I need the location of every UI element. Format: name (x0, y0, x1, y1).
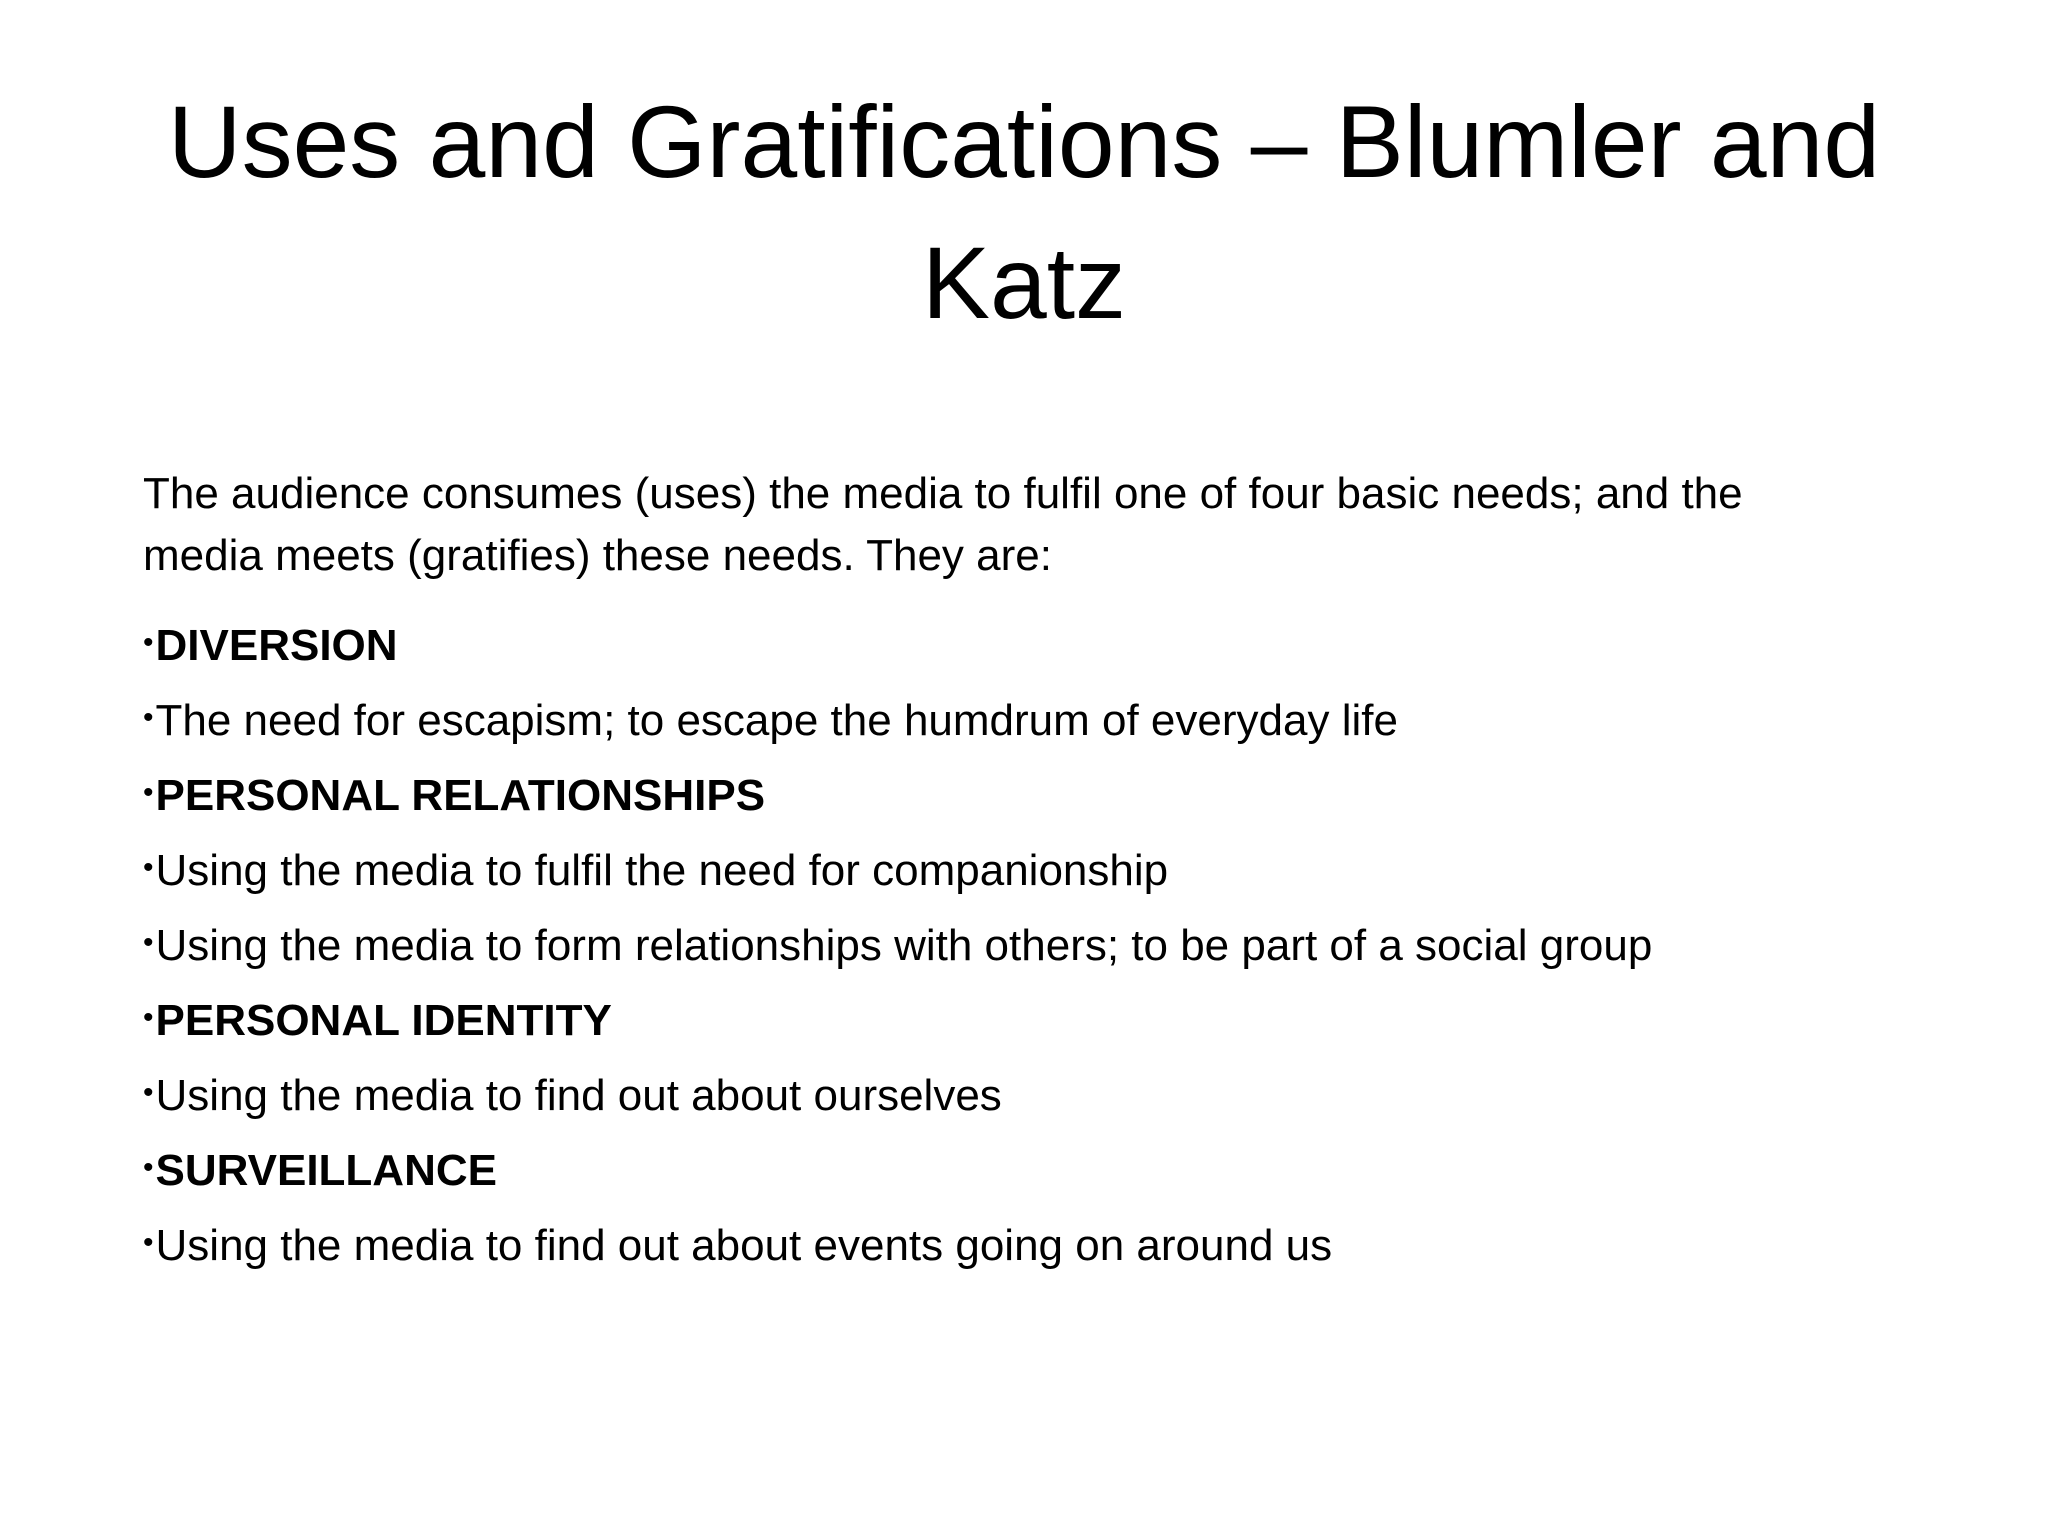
slide-title (120, 72, 1928, 354)
bullet-item (143, 980, 1933, 1055)
intro-paragraph (143, 463, 1933, 587)
bullet-text: Using the media to find out about ourselves (155, 1071, 1002, 1120)
bullet-text: Using the media to fulfil the need for companionship (155, 846, 1169, 895)
bullet-text: DIVERSION (155, 621, 398, 670)
bullet-text: Using the media to find out about events going on around us (155, 1221, 1333, 1270)
bullet-dot-icon: • (143, 1151, 154, 1184)
bullet-text: PERSONAL IDENTITY (155, 996, 612, 1045)
bullet-item (143, 605, 1933, 680)
intro-line: The audience consumes (uses) the media to fulfil one of four basic needs; and the (143, 469, 1743, 518)
bullet-dot-icon: • (143, 1226, 154, 1259)
intro-line: media meets (gratifies) these needs. They are: (143, 531, 1052, 580)
bullet-list (143, 605, 1933, 1280)
bullet-dot-icon: • (143, 1076, 154, 1109)
bullet-item (143, 830, 1933, 905)
bullet-item (143, 1055, 1933, 1130)
bullet-text: Using the media to form relationships with others; to be part of a social group (155, 921, 1653, 970)
bullet-item (143, 1130, 1933, 1205)
bullet-item (143, 755, 1933, 830)
bullet-text: SURVEILLANCE (155, 1146, 497, 1195)
bullet-dot-icon: • (143, 926, 154, 959)
slide-title-line: Uses and Gratifications – Blumler and (167, 85, 1881, 199)
bullet-dot-icon: • (143, 776, 154, 809)
bullet-item (143, 1205, 1933, 1280)
bullet-item (143, 680, 1933, 755)
bullet-item (143, 905, 1933, 980)
bullet-text: PERSONAL RELATIONSHIPS (155, 771, 766, 820)
bullet-dot-icon: • (143, 701, 154, 734)
slide-body (143, 463, 1933, 1280)
bullet-text: The need for escapism; to escape the humdrum of everyday life (155, 696, 1398, 745)
bullet-dot-icon: • (143, 1001, 154, 1034)
slide-title-line: Katz (921, 226, 1127, 340)
bullet-dot-icon: • (143, 851, 154, 884)
bullet-dot-icon: • (143, 626, 154, 659)
